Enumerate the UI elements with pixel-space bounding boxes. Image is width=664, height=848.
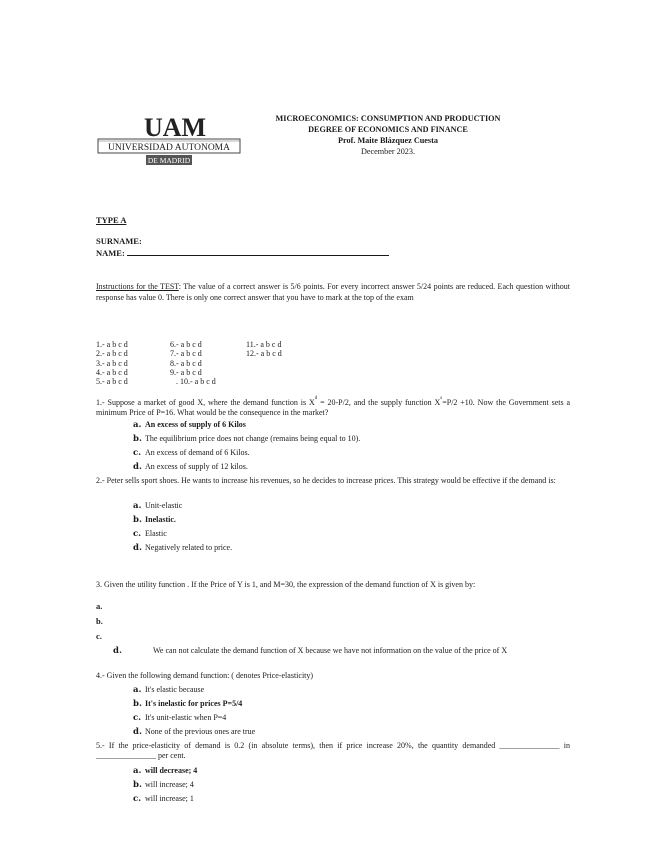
question-4: 4.- Given the following demand function: ( denotes Price-elasticity) <box>96 671 314 680</box>
answer-item[interactable]: 9.- a b c d <box>170 367 202 377</box>
answer-item[interactable]: 6.- a b c d <box>170 340 202 349</box>
option-letter: d. <box>133 462 142 472</box>
option-letter: c. <box>133 794 142 804</box>
question-3: 3. Given the utility function . If the Price of Y is 1, and M=30, the expression of the demand function of X is given by: <box>96 580 476 589</box>
option-text: It's unit-elastic when P=4 <box>145 713 227 722</box>
logo-city-text: DE MADRID <box>147 156 191 165</box>
option-text: An excess of supply of 6 Kilos <box>145 420 246 429</box>
option-text: will decrease; 4 <box>145 766 198 775</box>
degree-title: DEGREE OF ECONOMICS AND FINANCE <box>308 125 468 134</box>
answer-item[interactable]: 4.- a b c d <box>96 367 128 377</box>
answer-item[interactable]: 1.- a b c d <box>96 340 128 349</box>
q1-text-part: =P/2 +10. Now the Government sets a minimum Price of P=16. What would be the consequence in the market? <box>96 398 571 417</box>
q4-option-b[interactable] <box>133 699 570 709</box>
instructions-text: : The value of a correct answer is 5/6 points. For every incorrect answer 5/24 points are reduced. Each question without response has value 0. There is only one correct answer that you have to mark at the top of the exam <box>96 282 570 302</box>
exam-date: December 2023. <box>360 147 416 156</box>
option-text: An excess of demand of 6 Kilos. <box>145 448 250 457</box>
professor-name: Prof. Maite Blázquez Cuesta <box>338 136 438 145</box>
option-letter: a. <box>133 501 142 511</box>
answer-item[interactable]: 3.- a b c d <box>96 358 128 368</box>
name-field[interactable] <box>96 248 389 258</box>
q3-option-b[interactable]: b. <box>96 616 103 626</box>
q1-option-a[interactable] <box>133 420 570 430</box>
option-text: We can not calculate the demand function of X because we have not information on the value of the price of X <box>153 646 508 655</box>
course-title: MICROECONOMICS: CONSUMPTION AND PRODUCTION <box>275 114 501 123</box>
q5-option-a[interactable] <box>133 766 570 776</box>
q2-option-d[interactable] <box>133 543 570 553</box>
question-5: 5.- If the price-elasticity of demand is 0.2 (in absolute terms), then if price increase 20%, the quantity demanded _______________ in _______________ per cent. <box>96 741 570 760</box>
option-text: It's inelastic for prices P=5/4 <box>145 699 243 708</box>
option-letter: a. <box>133 766 142 776</box>
name-blank-line[interactable] <box>127 248 389 256</box>
q2-option-b[interactable] <box>133 515 570 525</box>
q4-option-d[interactable] <box>133 727 570 737</box>
option-text: will increase; 4 <box>145 780 194 789</box>
q2-option-a[interactable] <box>133 501 570 511</box>
instructions <box>96 282 570 303</box>
answer-item[interactable]: 7.- a b c d <box>170 349 202 359</box>
q1-option-b[interactable] <box>133 434 570 444</box>
option-text: The equilibrium price does not change (remains being equal to 10). <box>145 434 361 443</box>
answer-item[interactable]: . 10.- a b c d <box>176 377 216 387</box>
q1-option-d[interactable] <box>133 462 570 472</box>
q4-option-c[interactable] <box>133 713 570 723</box>
q1-superscript-d: d <box>314 396 318 401</box>
option-text: Negatively related to price. <box>145 543 233 552</box>
answer-grid <box>96 340 356 386</box>
option-text: Unit-elastic <box>145 501 183 510</box>
q3-option-d[interactable] <box>113 646 590 656</box>
question-2: 2.- Peter sells sport shoes. He wants to increase his revenues, so he decides to increase prices. This strategy would be effective if the demand is: <box>96 476 556 485</box>
option-text: Elastic <box>145 529 167 538</box>
q3-option-c[interactable]: c. <box>96 631 102 641</box>
option-letter: b. <box>133 434 142 444</box>
answer-item[interactable]: 12.- a b c d <box>246 349 282 359</box>
q3-option-a[interactable]: a. <box>96 601 103 611</box>
option-letter: c. <box>133 448 142 458</box>
option-letter: b. <box>133 699 142 709</box>
answer-item[interactable]: 8.- a b c d <box>170 358 202 368</box>
answer-grid-row <box>96 349 356 358</box>
option-letter: d. <box>133 543 142 553</box>
answer-grid-row <box>96 368 356 377</box>
instructions-heading: Instructions for the TEST <box>96 282 179 291</box>
answer-grid-row <box>96 359 356 368</box>
option-text: It's elastic because <box>145 685 205 694</box>
logo-main-text: UAM <box>144 113 207 142</box>
option-letter: b. <box>133 780 142 790</box>
q5-option-b[interactable] <box>133 780 570 790</box>
q1-option-c[interactable] <box>133 448 570 458</box>
answer-item[interactable]: 11.- a b c d <box>246 340 282 349</box>
option-letter: a. <box>133 685 142 695</box>
q1-text-part: 1.- Suppose a market of good X, where the demand function is X <box>96 398 315 407</box>
option-letter: c. <box>133 529 142 539</box>
option-letter: d. <box>133 727 142 737</box>
option-letter: d. <box>113 646 122 656</box>
exam-header <box>238 113 538 157</box>
option-text: None of the previous ones are true <box>145 727 256 736</box>
option-text: Inelastic. <box>145 515 176 524</box>
q4-option-a[interactable] <box>133 685 570 695</box>
option-letter: b. <box>133 515 142 525</box>
option-text: An excess of supply of 12 kilos. <box>145 462 248 471</box>
uam-logo-graphic <box>96 112 242 168</box>
answer-grid-row <box>96 340 356 349</box>
q1-superscript-s: s <box>440 396 443 401</box>
exam-type: TYPE A <box>96 215 127 225</box>
logo-university-text: UNIVERSIDAD AUTONOMA <box>107 143 231 153</box>
q2-option-c[interactable] <box>133 529 570 539</box>
answer-item[interactable]: 5.- a b c d <box>96 377 128 387</box>
answer-grid-row <box>96 377 356 386</box>
q5-option-c[interactable] <box>133 794 570 804</box>
university-logo <box>96 112 242 168</box>
answer-item[interactable]: 2.- a b c d <box>96 349 128 359</box>
option-text: will increase; 1 <box>145 794 194 803</box>
name-label: NAME: <box>96 248 125 258</box>
surname-label: SURNAME: <box>96 236 142 246</box>
option-letter: c. <box>133 713 142 723</box>
question-1 <box>96 394 570 418</box>
option-letter: a. <box>133 420 142 430</box>
q1-text-part: = 20-P/2, and the supply function X <box>317 398 441 407</box>
